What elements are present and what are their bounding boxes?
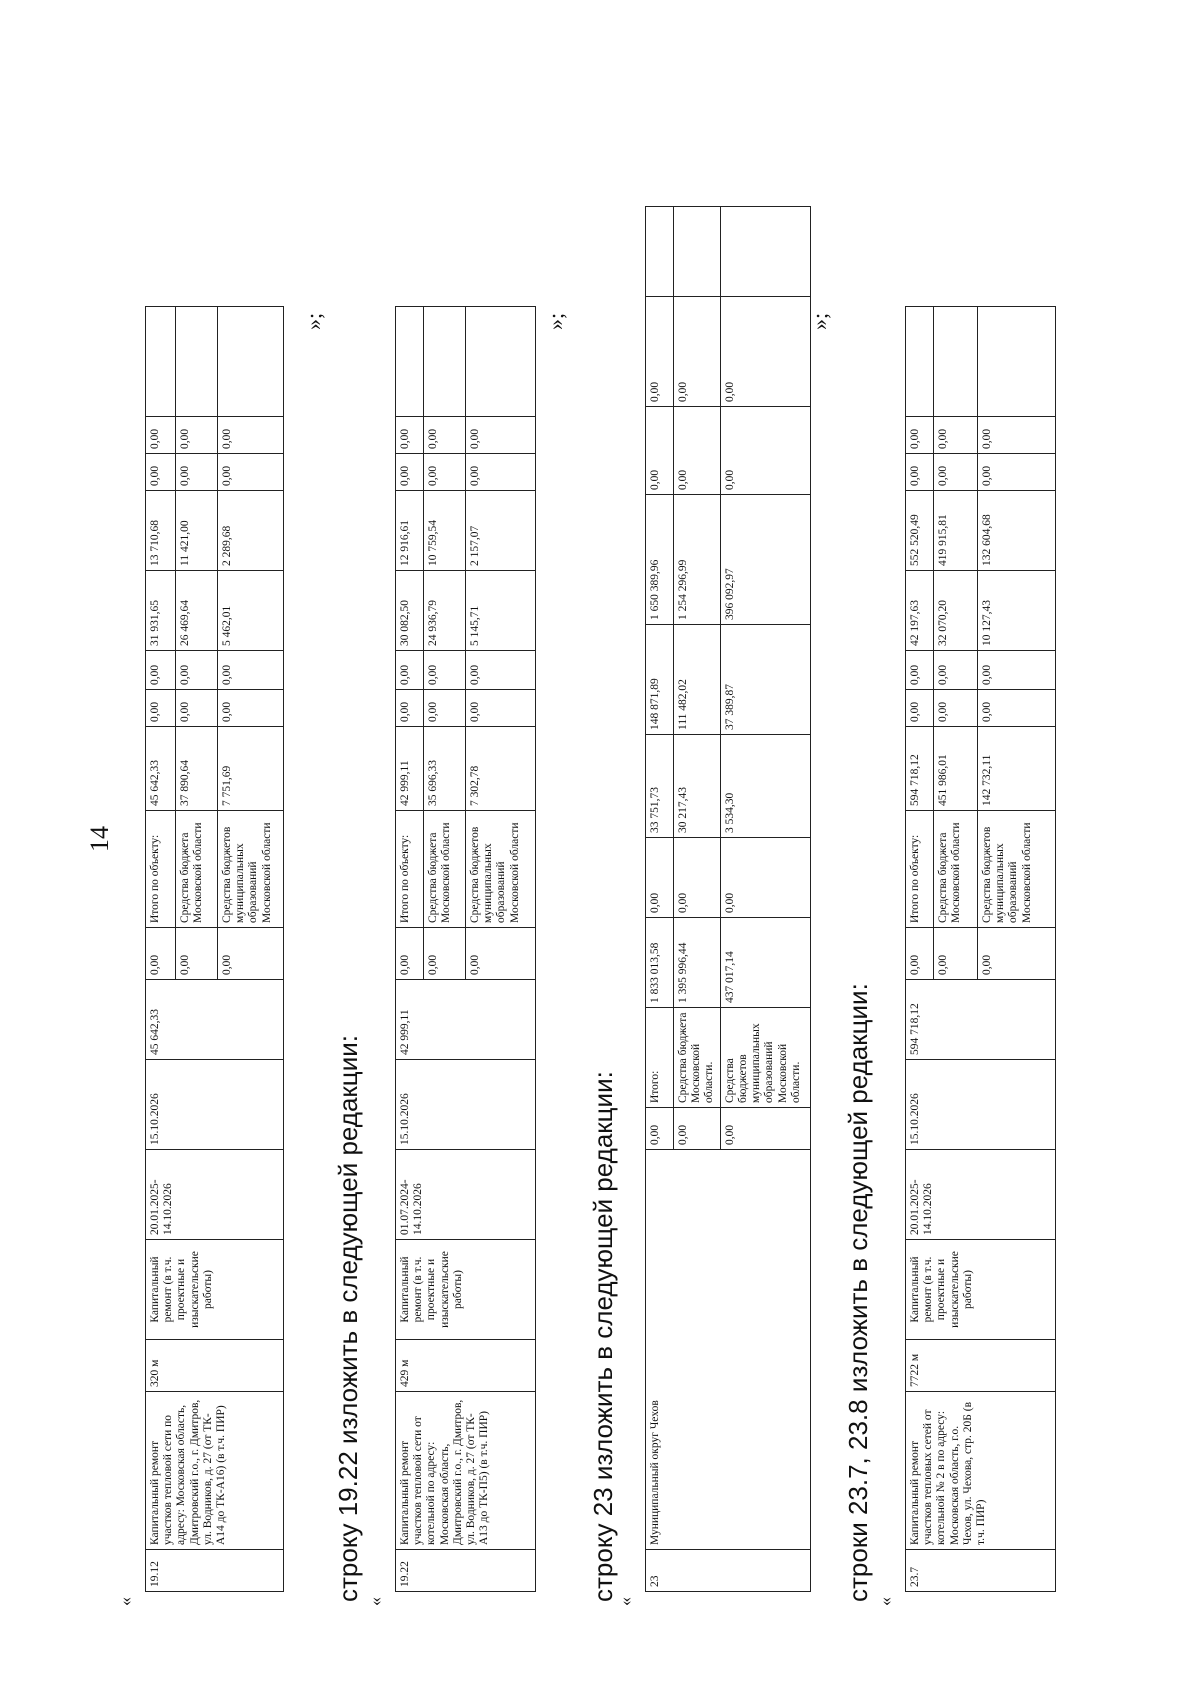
cell-cost: 45 642,33 xyxy=(146,980,284,1060)
cell-blank xyxy=(674,207,721,297)
cell-value: 1 395 996,44 xyxy=(674,918,721,1008)
cell-value: 0,00 xyxy=(176,651,218,690)
cell-date: 15.10.2026 xyxy=(396,1060,536,1150)
table-block-23 xyxy=(615,307,832,1606)
cell-number: 23.7 xyxy=(906,1550,1056,1592)
cell-blank xyxy=(720,207,810,297)
cell-value: 0,00 xyxy=(176,417,218,454)
cell-source: Средства бюджетов муниципальных образований Московской области xyxy=(218,811,284,928)
cell-value: 0,00 xyxy=(424,651,466,690)
cell-blank xyxy=(906,307,934,417)
cell-value: 0,00 xyxy=(934,928,978,980)
cell-value: 5 145,71 xyxy=(466,571,536,651)
cell-value: 0,00 xyxy=(646,1108,674,1150)
cell-value: 0,00 xyxy=(396,651,424,690)
cell-value: 45 642,33 xyxy=(146,727,176,811)
cell-value: 0,00 xyxy=(218,651,284,690)
cell-value: 0,00 xyxy=(466,454,536,491)
cell-source: Итого по объекту: xyxy=(146,811,176,928)
cell-value: 0,00 xyxy=(396,454,424,491)
table-block-23-7 xyxy=(875,307,1056,1606)
cell-source: Средства бюджета Московской области. xyxy=(674,1008,721,1108)
cell-value: 11 421,00 xyxy=(176,491,218,571)
cell-value: 0,00 xyxy=(146,417,176,454)
cell-value: 0,00 xyxy=(466,651,536,690)
cell-blank xyxy=(176,307,218,417)
cell-number: 19.22 xyxy=(396,1550,536,1592)
cell-value: 142 732,11 xyxy=(978,727,1056,811)
open-quote: « xyxy=(115,1597,135,1606)
cell-value: 0,00 xyxy=(424,454,466,491)
cell-blank xyxy=(466,307,536,417)
cell-value: 0,00 xyxy=(396,928,424,980)
cell-value: 0,00 xyxy=(906,651,934,690)
cell-number: 19.12 xyxy=(146,1550,284,1592)
cell-source: Средства бюджетов муниципальных образований Московской области xyxy=(466,811,536,928)
cell-source: Итого: xyxy=(646,1008,674,1108)
cell-value: 0,00 xyxy=(424,417,466,454)
cell-source: Итого по объекту: xyxy=(396,811,424,928)
cell-source: Средства бюджетов муниципальных образований Московской области xyxy=(978,811,1056,928)
cell-period: 01.07.2024-14.10.2026 xyxy=(396,1150,536,1240)
cell-value: 0,00 xyxy=(218,454,284,491)
close-quote: »; xyxy=(807,312,832,330)
cell-object: Муниципальный округ Чехов xyxy=(646,1150,811,1550)
cell-value: 2 157,07 xyxy=(466,491,536,571)
cell-value: 0,00 xyxy=(424,690,466,727)
cell-value: 0,00 xyxy=(218,417,284,454)
cell-value: 0,00 xyxy=(146,690,176,727)
cell-value: 0,00 xyxy=(176,454,218,491)
cell-date: 15.10.2026 xyxy=(906,1060,1056,1150)
table-row-23 xyxy=(645,206,811,1592)
cell-value: 0,00 xyxy=(674,1108,721,1150)
cell-value: 30 217,43 xyxy=(674,735,721,838)
cell-value: 10 759,54 xyxy=(424,491,466,571)
cell-value: 451 986,01 xyxy=(934,727,978,811)
cell-object: Капитальный ремонт участков тепловой сети от котельной по адресу: Московская область, Дмитровский г.о., г. Дмитров, ул. Водников, д. 27 (от ТК-А13 до ТК-П5) (в т.ч. ПИР) xyxy=(396,1392,536,1550)
cell-cost: 42 999,11 xyxy=(396,980,536,1060)
cell-value: 1 650 389,96 xyxy=(646,495,674,625)
cell-value: 0,00 xyxy=(646,297,674,407)
cell-value: 552 520,49 xyxy=(906,491,934,571)
cell-value: 437 017,14 xyxy=(720,918,810,1008)
cell-blank xyxy=(396,307,424,417)
cell-work-type: Капитальный ремонт (в т.ч. проектные и изыскательские работы) xyxy=(906,1240,1056,1340)
cell-value: 32 070,20 xyxy=(934,571,978,651)
cell-value: 111 482,02 xyxy=(674,625,721,735)
cell-number: 23 xyxy=(646,1550,811,1592)
cell-value: 26 469,64 xyxy=(176,571,218,651)
table-block-19-22 xyxy=(365,307,568,1606)
cell-value: 0,00 xyxy=(466,928,536,980)
page-number: 14 xyxy=(85,826,114,852)
cell-value: 37 389,87 xyxy=(720,625,810,735)
cell-value: 0,00 xyxy=(646,407,674,495)
cell-blank xyxy=(646,207,674,297)
cell-length: 320 м xyxy=(146,1340,284,1392)
cell-value: 396 092,97 xyxy=(720,495,810,625)
cell-value: 0,00 xyxy=(424,928,466,980)
cell-value: 0,00 xyxy=(146,651,176,690)
cell-value: 7 751,69 xyxy=(218,727,284,811)
cell-source: Средства бюджетов муниципальных образований Московской области. xyxy=(720,1008,810,1108)
cell-value: 0,00 xyxy=(396,417,424,454)
cell-value: 0,00 xyxy=(176,690,218,727)
cell-value: 0,00 xyxy=(146,928,176,980)
cell-source: Средства бюджета Московской области xyxy=(176,811,218,928)
caption-19-22: строку 19.22 изложить в следующей редакции: xyxy=(333,1035,363,1602)
cell-value: 37 890,64 xyxy=(176,727,218,811)
cell-value: 132 604,68 xyxy=(978,491,1056,571)
cell-value: 0,00 xyxy=(906,690,934,727)
cell-value: 0,00 xyxy=(934,454,978,491)
cell-object: Капитальный ремонт участков тепловых сетей от котельной № 2 в по адресу: Московская область, г.о. Чехов, ул. Чехова, стр. 20Б (в т.ч. ПИР) xyxy=(906,1392,1056,1550)
close-quote: »; xyxy=(301,312,326,330)
cell-date: 15.10.2026 xyxy=(146,1060,284,1150)
cell-source: Итого по объекту: xyxy=(906,811,934,928)
cell-value: 0,00 xyxy=(720,297,810,407)
cell-value: 42 197,63 xyxy=(906,571,934,651)
cell-value: 3 534,30 xyxy=(720,735,810,838)
table-row-19-22 xyxy=(395,306,536,1592)
close-quote: »; xyxy=(543,312,568,330)
cell-value: 2 289,68 xyxy=(218,491,284,571)
cell-value: 1 833 013,58 xyxy=(646,918,674,1008)
cell-value: 13 710,68 xyxy=(146,491,176,571)
caption-23: строку 23 изложить в следующей редакции: xyxy=(588,1071,618,1602)
cell-value: 0,00 xyxy=(720,407,810,495)
open-quote: « xyxy=(875,1597,895,1606)
cell-period: 20.01.2025-14.10.2026 xyxy=(906,1150,1056,1240)
cell-value: 0,00 xyxy=(720,1108,810,1150)
cell-blank xyxy=(978,307,1056,417)
cell-value: 0,00 xyxy=(906,454,934,491)
cell-value: 0,00 xyxy=(396,690,424,727)
cell-value: 0,00 xyxy=(674,407,721,495)
cell-value: 0,00 xyxy=(176,928,218,980)
cell-value: 0,00 xyxy=(934,690,978,727)
table-block-19-12 xyxy=(115,307,326,1606)
cell-value: 0,00 xyxy=(466,690,536,727)
cell-value: 7 302,78 xyxy=(466,727,536,811)
cell-value: 0,00 xyxy=(934,651,978,690)
cell-value: 0,00 xyxy=(978,454,1056,491)
cell-length: 7722 м xyxy=(906,1340,1056,1392)
cell-value: 0,00 xyxy=(218,928,284,980)
cell-value: 594 718,12 xyxy=(906,727,934,811)
cell-object: Капитальный ремонт участков тепловой сети по адресу: Московская область, Дмитровский г.о., г. Дмитров, ул. Водников, д. 27 (от ТК-А14 до ТК-А16) (в т.ч. ПИР) xyxy=(146,1392,284,1550)
cell-value: 42 999,11 xyxy=(396,727,424,811)
cell-work-type: Капитальный ремонт (в т.ч. проектные и изыскательские работы) xyxy=(146,1240,284,1340)
cell-value: 24 936,79 xyxy=(424,571,466,651)
caption-23-7-23-8: строки 23.7, 23.8 изложить в следующей редакции: xyxy=(843,983,873,1602)
open-quote: « xyxy=(615,1597,635,1606)
cell-value: 0,00 xyxy=(934,417,978,454)
cell-value: 0,00 xyxy=(978,928,1056,980)
cell-blank xyxy=(146,307,176,417)
open-quote: « xyxy=(365,1597,385,1606)
cell-value: 30 082,50 xyxy=(396,571,424,651)
cell-value: 0,00 xyxy=(720,838,810,918)
cell-value: 0,00 xyxy=(906,417,934,454)
cell-cost: 594 718,12 xyxy=(906,980,1056,1060)
table-row-23-7 xyxy=(905,306,1056,1592)
cell-value: 0,00 xyxy=(466,417,536,454)
cell-value: 1 254 296,99 xyxy=(674,495,721,625)
cell-blank xyxy=(934,307,978,417)
cell-value: 0,00 xyxy=(978,417,1056,454)
cell-value: 419 915,81 xyxy=(934,491,978,571)
cell-value: 12 916,61 xyxy=(396,491,424,571)
table-row-19-12 xyxy=(145,306,284,1592)
cell-blank xyxy=(424,307,466,417)
cell-value: 0,00 xyxy=(674,838,721,918)
cell-value: 0,00 xyxy=(978,651,1056,690)
cell-value: 33 751,73 xyxy=(646,735,674,838)
cell-value: 0,00 xyxy=(906,928,934,980)
cell-value: 5 462,01 xyxy=(218,571,284,651)
cell-value: 35 696,33 xyxy=(424,727,466,811)
cell-work-type: Капитальный ремонт (в т.ч. проектные и изыскательские работы) xyxy=(396,1240,536,1340)
cell-length: 429 м xyxy=(396,1340,536,1392)
cell-value: 0,00 xyxy=(646,838,674,918)
cell-source: Средства бюджета Московской области xyxy=(934,811,978,928)
cell-value: 148 871,89 xyxy=(646,625,674,735)
cell-value: 0,00 xyxy=(978,690,1056,727)
cell-value: 10 127,43 xyxy=(978,571,1056,651)
cell-value: 0,00 xyxy=(218,690,284,727)
cell-value: 0,00 xyxy=(146,454,176,491)
cell-value: 0,00 xyxy=(674,297,721,407)
cell-value: 31 931,65 xyxy=(146,571,176,651)
cell-period: 20.01.2025-14.10.2026 xyxy=(146,1150,284,1240)
cell-blank xyxy=(218,307,284,417)
cell-source: Средства бюджета Московской области xyxy=(424,811,466,928)
